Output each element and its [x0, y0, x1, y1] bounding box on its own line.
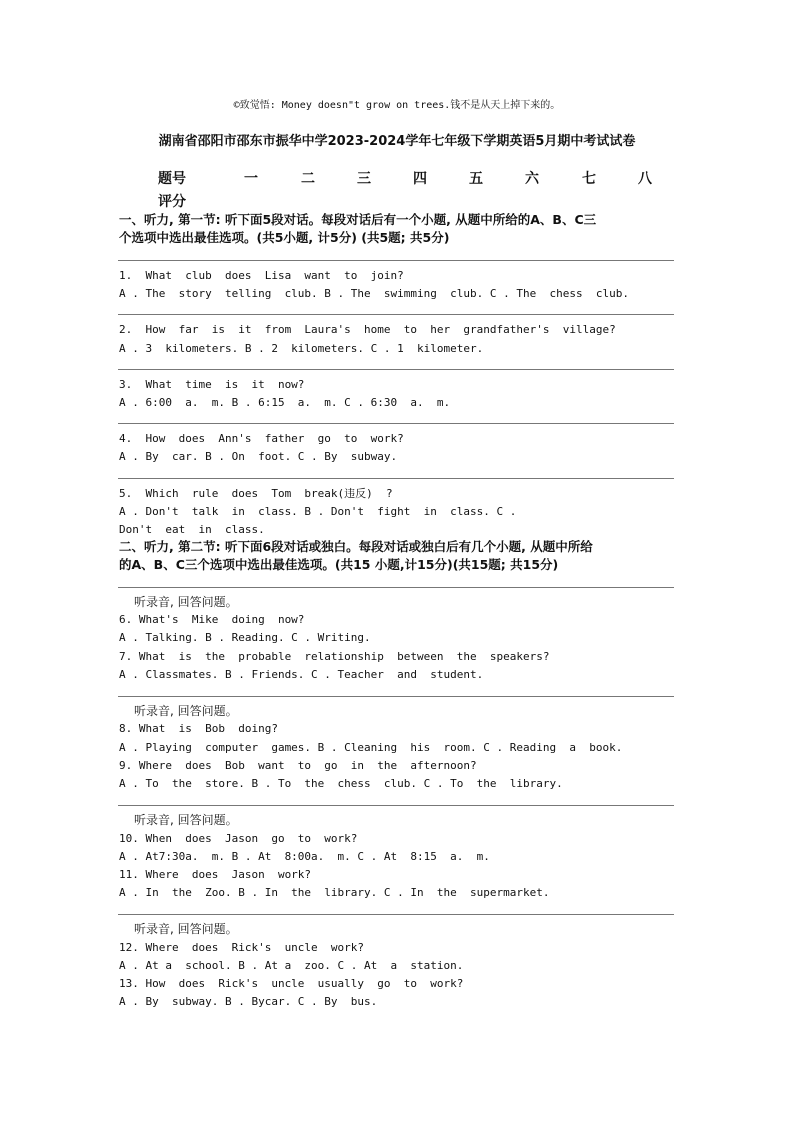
section2-heading-line2: 的A、B、C三个选项中选出最佳选项。(共15 小题,计15分)(共15题; 共15分): [119, 557, 559, 572]
question-1: 1. What club does Lisa want to join?: [119, 269, 404, 282]
motto-header: ©致觉悟: Money doesn"t grow on trees.钱不是从天上掉下来的。: [233, 100, 561, 111]
question-9-options: A . To the store. B . To the chess club. C . To the library.: [119, 777, 563, 790]
question-12-options: A . At a school. B . At a zoo. C . At a station.: [119, 959, 464, 972]
question-5: 5. Which rule does Tom break(违反) ?: [119, 487, 393, 500]
score-row-label: 评分: [158, 194, 186, 210]
score-table-label: 题号: [158, 171, 186, 187]
section2-heading: [119, 538, 679, 574]
score-table-header: [158, 168, 668, 188]
section1-heading: [119, 211, 679, 247]
question-9: 9. Where does Bob want to go in the afternoon?: [119, 759, 477, 772]
section1-heading-line1: 一、听力, 第一节: 听下面5段对话。每段对话后有一个小题, 从题中所给的A、B、C三: [119, 212, 597, 227]
divider: [118, 314, 674, 315]
question-3-options: A . 6:00 a. m. B . 6:15 a. m. C . 6:30 a. m.: [119, 396, 451, 409]
section1-heading-line2: 个选项中选出最佳选项。(共5小题, 计5分) (共5题; 共5分): [119, 230, 450, 245]
divider: [118, 423, 674, 424]
section2-heading-line1: 二、听力, 第二节: 听下面6段对话或独白。每段对话或独白后有几个小题, 从题中所给: [119, 539, 593, 554]
question-4: 4. How does Ann's father go to work?: [119, 432, 404, 445]
divider: [118, 805, 674, 806]
question-2-options: A . 3 kilometers. B . 2 kilometers. C . 1 kilometer.: [119, 342, 484, 355]
question-12: 12. Where does Rick's uncle work?: [119, 941, 365, 954]
question-6: 6. What's Mike doing now?: [119, 613, 305, 626]
divider: [118, 696, 674, 697]
score-col-5: 五: [469, 171, 483, 187]
divider: [118, 478, 674, 479]
question-5-options-cont: Don't eat in class.: [119, 523, 265, 536]
question-2: 2. How far is it from Laura's home to her grandfather's village?: [119, 323, 616, 336]
question-8-options: A . Playing computer games. B . Cleaning his room. C . Reading a book.: [119, 741, 623, 754]
divider: [118, 369, 674, 370]
divider: [118, 914, 674, 915]
score-col-6: 六: [525, 171, 539, 187]
question-5-options: A . Don't talk in class. B . Don't fight in class. C .: [119, 505, 517, 518]
divider: [118, 587, 674, 588]
divider: [118, 260, 674, 261]
question-10: 10. When does Jason go to work?: [119, 832, 358, 845]
score-col-8: 八: [638, 171, 652, 187]
question-13: 13. How does Rick's uncle usually go to work?: [119, 977, 464, 990]
question-11-options: A . In the Zoo. B . In the library. C . In the supermarket.: [119, 886, 550, 899]
question-6-options: A . Talking. B . Reading. C . Writing.: [119, 631, 371, 644]
question-10-options: A . At7:30a. m. B . At 8:00a. m. C . At 8:15 a. m.: [119, 850, 490, 863]
question-4-options: A . By car. B . On foot. C . By subway.: [119, 450, 398, 463]
question-7-options: A . Classmates. B . Friends. C . Teacher and student.: [119, 668, 484, 681]
score-col-2: 二: [301, 171, 315, 187]
question-3: 3. What time is it now?: [119, 378, 305, 391]
question-1-options: A . The story telling club. B . The swimming club. C . The chess club.: [119, 287, 629, 300]
question-7: 7. What is the probable relationship between the speakers?: [119, 650, 550, 663]
exam-title: 湖南省邵阳市邵东市振华中学2023-2024学年七年级下学期英语5月期中考试试卷: [158, 134, 636, 149]
score-col-4: 四: [413, 171, 427, 187]
listening-instruction: 听录音, 回答问题。: [134, 595, 238, 609]
listening-instruction: 听录音, 回答问题。: [134, 922, 238, 936]
question-11: 11. Where does Jason work?: [119, 868, 312, 881]
score-col-7: 七: [582, 171, 596, 187]
question-8: 8. What is Bob doing?: [119, 722, 278, 735]
question-13-options: A . By subway. B . Bycar. C . By bus.: [119, 995, 378, 1008]
listening-instruction: 听录音, 回答问题。: [134, 704, 238, 718]
listening-instruction: 听录音, 回答问题。: [134, 813, 238, 827]
score-col-3: 三: [357, 171, 371, 187]
score-col-1: 一: [244, 171, 258, 187]
